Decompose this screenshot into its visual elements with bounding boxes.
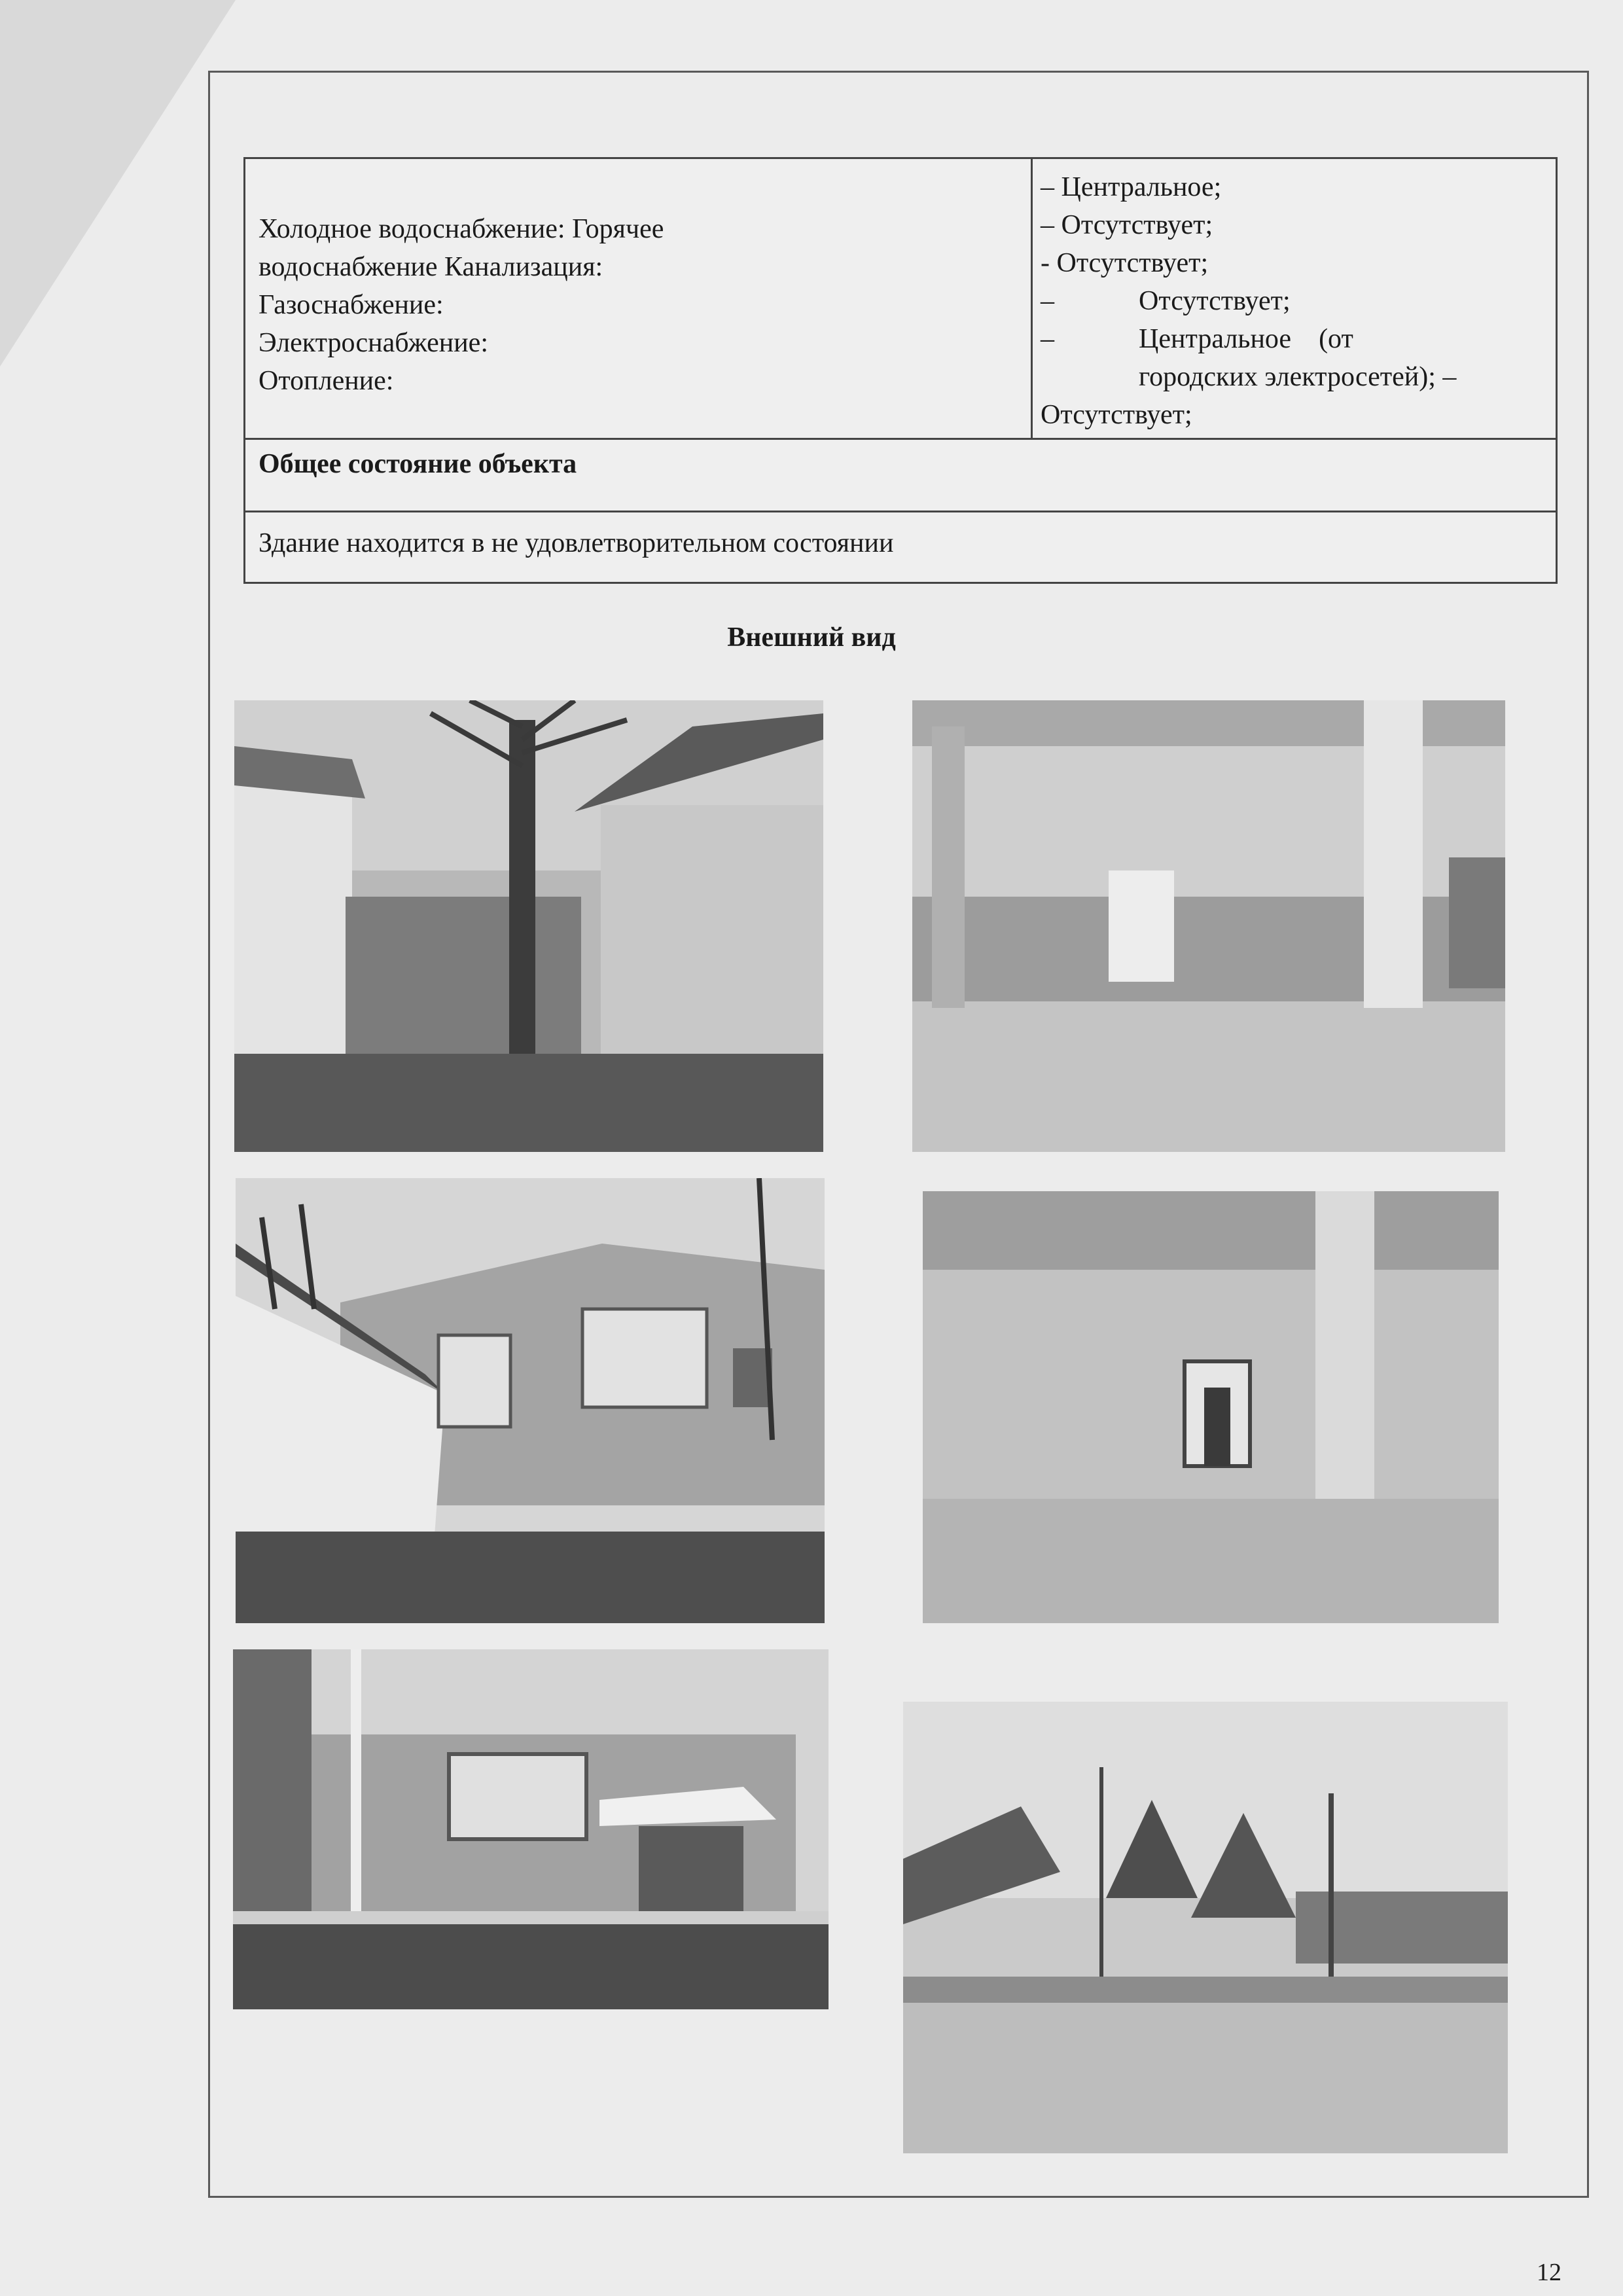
photo-interior-column <box>912 700 1505 1152</box>
utilities-labels-cell <box>245 158 1032 439</box>
photo-interior-door-image <box>923 1191 1499 1623</box>
utilities-values-cell <box>1032 158 1557 439</box>
utility-value: - Отсутствует; <box>1041 248 1209 278</box>
utility-label: Отопление: <box>259 366 394 396</box>
photo-house-with-tree <box>234 700 823 1152</box>
utility-value-dash: – <box>1041 286 1054 316</box>
condition-heading: Общее состояние объекта <box>245 439 1557 512</box>
utility-value: городских электросетей); – <box>1139 362 1457 392</box>
photo-interior-door <box>923 1191 1499 1623</box>
object-info-table <box>243 157 1558 584</box>
utility-value: Отсутствует; <box>1041 400 1192 430</box>
condition-text: Здание находится в не удовлетворительном состоянии <box>245 512 1557 583</box>
page-number: 12 <box>1537 2259 1561 2286</box>
utilities-row <box>245 158 1557 439</box>
condition-heading-row <box>245 439 1557 512</box>
utility-value <box>1041 320 1543 358</box>
photo-building-windows-image <box>236 1178 825 1623</box>
section-title: Внешний вид <box>727 622 896 653</box>
photo-interior-column-image <box>912 700 1505 1152</box>
utility-value-text: Центральное (от <box>1139 324 1353 354</box>
utility-value: – Центральное; <box>1041 172 1222 202</box>
utility-value <box>1041 282 1543 320</box>
utility-label: Холодное водоснабжение: Горячее <box>259 214 664 244</box>
utility-value-dash: – <box>1041 324 1054 354</box>
photo-building-facade-image <box>233 1649 829 2009</box>
condition-text-row <box>245 512 1557 583</box>
utility-label: водоснабжение Канализация: <box>259 252 603 282</box>
utility-value: – Отсутствует; <box>1041 210 1213 240</box>
photo-street-view-image <box>903 1702 1508 2153</box>
photo-street-view <box>903 1702 1508 2153</box>
photo-building-windows <box>236 1178 825 1623</box>
utility-label: Электроснабжение: <box>259 328 488 358</box>
utility-value-text: Отсутствует; <box>1139 286 1291 316</box>
photo-building-facade <box>233 1649 829 2009</box>
photo-house-with-tree-image <box>234 700 823 1152</box>
page-fold-corner <box>0 0 236 367</box>
utility-label: Газоснабжение: <box>259 290 444 320</box>
